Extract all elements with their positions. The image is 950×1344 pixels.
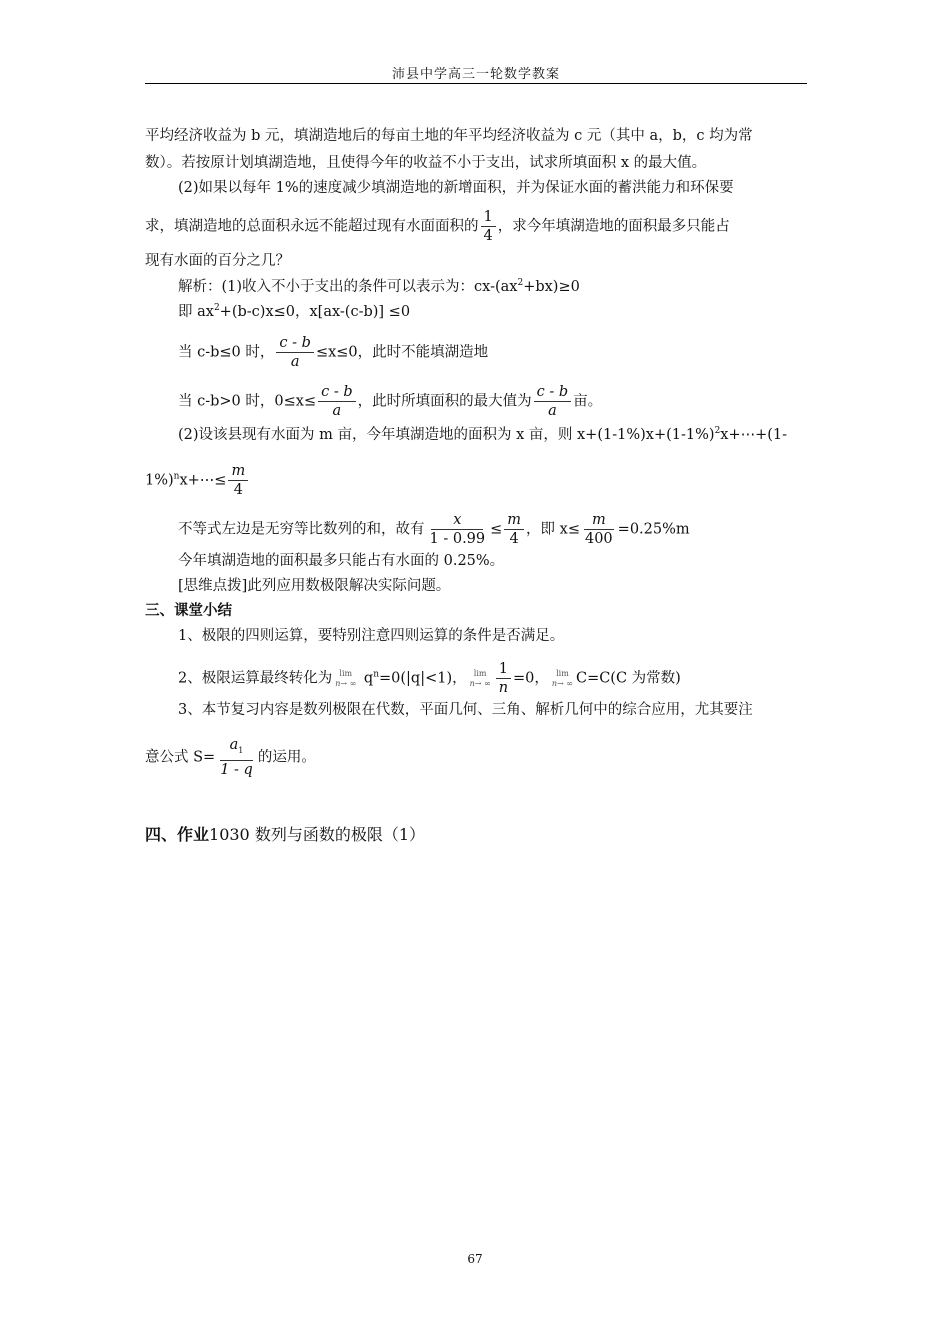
- superscript: n: [373, 669, 379, 680]
- page-number: 67: [467, 1252, 483, 1266]
- limit-label: lim: [556, 668, 569, 678]
- fraction-numerator: [220, 736, 254, 761]
- text-span: C=C(C 为常数): [575, 670, 681, 687]
- limit-symbol: [335, 669, 356, 689]
- text-span: (2)设该县现有水面为 m 亩，今年填湖造地的面积为 x 亩，则 x+(1-1%)x+(1-1%): [178, 427, 715, 443]
- text-span: ，此时所填面积的最大值为: [357, 393, 532, 410]
- text-span: 不等式左边是无穷等比数列的和，故有: [178, 521, 425, 538]
- fraction-numerator: 1: [496, 660, 511, 679]
- numerator-symbol: a: [229, 737, 239, 753]
- text-span: 四、作业: [145, 825, 210, 844]
- text-span: ，即 x≤: [526, 521, 580, 538]
- limit-label: lim: [339, 668, 353, 678]
- fraction-numerator: x: [431, 511, 483, 530]
- fraction-denominator: 4: [483, 228, 493, 244]
- section-heading: 三、课堂小结: [145, 602, 232, 619]
- page-header: 沛县中学高三一轮数学教案: [391, 67, 560, 82]
- fraction-denominator: n: [498, 680, 509, 696]
- fraction: [427, 511, 489, 548]
- text-line: 现有水面的百分之几？: [145, 253, 290, 269]
- fraction-denominator: 1 - q: [220, 761, 253, 778]
- fraction: [534, 383, 572, 420]
- fraction-numerator: c - b: [276, 334, 314, 353]
- text-span: 1030 数列与函数的极限（1）: [209, 825, 426, 844]
- text-line: [145, 736, 316, 779]
- fraction: [217, 736, 256, 779]
- fraction-denominator: a: [548, 403, 557, 419]
- superscript: 2: [213, 303, 220, 314]
- text-line: [178, 425, 787, 445]
- text-line: 今年填湖造地的面积最多只能占有水面的 0.25%。: [178, 553, 505, 569]
- text-span: ≤x≤0，此时不能填湖造地: [315, 344, 489, 361]
- text-span: 2、极限运算最终转化为: [178, 670, 333, 687]
- text-span: =0(|q|<1)，: [379, 670, 467, 687]
- text-line: 平均经济收益为 b 元，填湖造地后的每亩土地的年平均经济收益为 c 元（其中 a，b，c 均为常: [145, 128, 753, 144]
- text-span: x+⋯≤: [179, 472, 227, 489]
- text-span: 解析：(1)收入不小于支出的条件可以表示为：cx-(ax: [178, 279, 518, 295]
- superscript: 2: [517, 278, 524, 289]
- text-line: [178, 302, 410, 322]
- text-span: ，求今年填湖造地的面积最多只能占: [497, 218, 730, 235]
- text-span: =0.25%m: [617, 521, 690, 538]
- fraction-denominator: 4: [233, 482, 243, 498]
- fraction: [496, 660, 511, 697]
- text-line: [178, 277, 580, 297]
- numerator-subscript: 1: [238, 745, 244, 755]
- fraction-numerator: 1: [481, 208, 496, 227]
- fraction-numerator: c - b: [534, 383, 572, 402]
- limit-symbol: [552, 669, 573, 689]
- text-line: [145, 462, 250, 499]
- text-line: 3、本节复习内容是数列极限在代数，平面几何、三角、解析几何中的综合应用，尤其要注: [178, 702, 753, 718]
- limit-subscript: n→ ∞: [335, 678, 357, 688]
- text-span: x+⋯+(1-: [720, 427, 788, 443]
- fraction: [318, 383, 356, 420]
- text-line: [思维点拨]此列应用数极限解决实际问题。: [178, 578, 451, 594]
- limit-symbol: [470, 669, 491, 689]
- text-line: [178, 660, 681, 697]
- limit-label: lim: [473, 668, 487, 678]
- superscript: 2: [714, 426, 721, 437]
- fraction-denominator: 400: [584, 531, 613, 547]
- text-span: +bx)≥0: [523, 279, 580, 295]
- text-span: +(b-c)x≤0，x[ax-(c-b)] ≤0: [219, 304, 411, 320]
- text-line: [178, 334, 488, 371]
- text-line: (2)如果以每年 1%的速度减少填湖造地的新增面积，并为保证水面的蓄洪能力和环保要: [178, 180, 734, 196]
- text-line: 1、极限的四则运算，要特别注意四则运算的条件是否满足。: [178, 628, 565, 644]
- text-span: 求，填湖造地的总面积永远不能超过现有水面面积的: [145, 218, 479, 235]
- fraction: [481, 208, 496, 245]
- text-span: q: [359, 670, 374, 687]
- header-rule: [145, 83, 807, 84]
- fraction-denominator: 4: [509, 531, 519, 547]
- fraction-denominator: 1 - 0.99: [429, 531, 486, 547]
- text-span: 亩。: [573, 393, 603, 410]
- text-line: 数）。若按原计划填湖造地，且使得今年的收益不小于支出，试求所填面积 x 的最大值。: [145, 155, 707, 171]
- text-line: [178, 383, 602, 420]
- section-heading: [145, 825, 425, 845]
- text-span: 意公式 S=: [145, 749, 216, 766]
- fraction: [228, 462, 248, 499]
- text-line: [145, 208, 730, 245]
- fraction-numerator: m: [228, 462, 248, 481]
- text-line: [178, 511, 690, 548]
- fraction: [504, 511, 524, 548]
- text-span: ≤: [490, 521, 503, 538]
- text-span: 的运用。: [257, 749, 316, 766]
- superscript: n: [173, 471, 180, 482]
- text-span: 当 c-b>0 时，0≤x≤: [178, 393, 317, 410]
- fraction-denominator: a: [290, 354, 300, 370]
- fraction-numerator: c - b: [318, 383, 356, 402]
- text-span: 当 c-b≤0 时，: [178, 344, 275, 361]
- fraction: [276, 334, 314, 371]
- text-span: 1%): [145, 472, 174, 489]
- fraction: [582, 511, 616, 548]
- fraction-numerator: m: [504, 511, 524, 530]
- fraction-numerator: m: [584, 511, 614, 530]
- fraction-denominator: a: [332, 403, 342, 419]
- limit-subscript: n→ ∞: [469, 678, 491, 688]
- text-span: 即 ax: [178, 304, 214, 320]
- text-span: =0，: [513, 670, 549, 687]
- limit-subscript: n→ ∞: [551, 678, 573, 688]
